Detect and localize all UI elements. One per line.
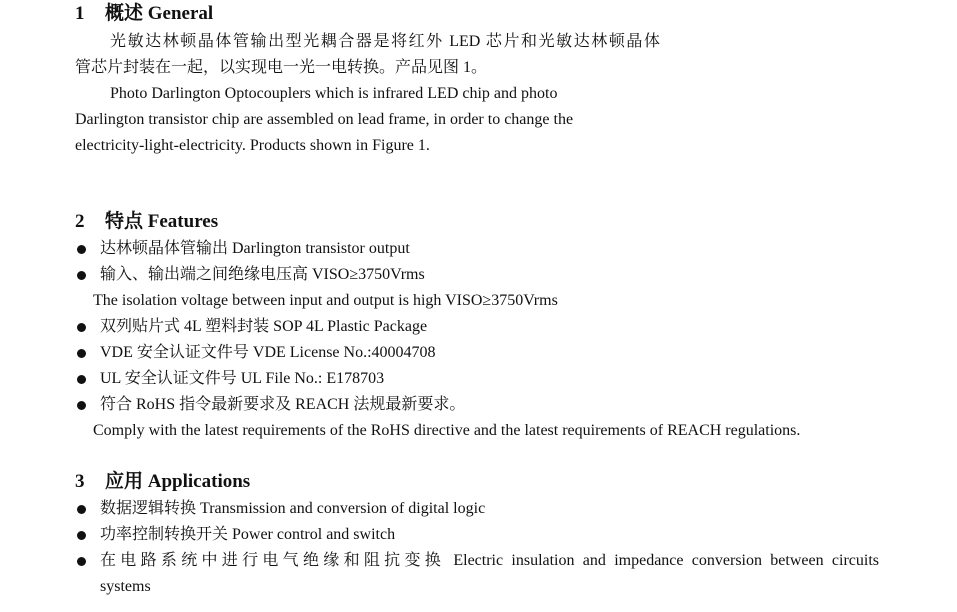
general-en-line-2: Darlington transistor chip are assembled on lead frame, in order to change the	[75, 111, 574, 128]
feature-item-rohs	[77, 395, 465, 415]
section-general-heading	[75, 3, 213, 25]
bullet-icon	[77, 531, 86, 540]
feature-item-darlington	[77, 239, 410, 259]
feature-item-ul	[77, 369, 384, 389]
feature-item-rohs-continuation: Comply with the latest requirements of the RoHS directive and the latest requirements of REACH regulations.	[93, 422, 801, 439]
section-features-heading	[75, 211, 218, 233]
section-title-cn: 特点	[105, 211, 144, 232]
list-item-text: VDE 安全认证文件号 VDE License No.:40004708	[100, 344, 436, 361]
section-title-en: General	[147, 3, 214, 24]
feature-item-package	[77, 317, 427, 337]
feature-item-isolation-continuation: The isolation voltage between input and output is high VISO≥3750Vrms	[93, 292, 558, 309]
list-item-text: 在电路系统中进行电气绝缘和阻抗变换 Electric insulation and impedance conversion between circuits	[100, 552, 879, 569]
section-applications-heading	[75, 471, 250, 493]
feature-item-vde	[77, 343, 436, 363]
list-item-text: UL 安全认证文件号 UL File No.: E178703	[100, 370, 385, 387]
list-item-text: 双列贴片式 4L 塑料封装 SOP 4L Plastic Package	[100, 318, 428, 335]
bullet-icon	[77, 271, 86, 280]
list-item-text: 符合 RoHS 指令最新要求及 REACH 法规最新要求。	[100, 396, 466, 413]
list-item-text: 功率控制转换开关 Power control and switch	[100, 526, 396, 543]
general-en-line-1: Photo Darlington Optocouplers which is infrared LED chip and photo	[110, 85, 558, 102]
section-number: 2	[75, 211, 85, 232]
section-number: 1	[75, 3, 85, 24]
bullet-icon	[77, 245, 86, 254]
bullet-icon	[77, 505, 86, 514]
application-item-insulation	[77, 551, 879, 571]
section-title-en: Applications	[147, 471, 251, 492]
bullet-icon	[77, 401, 86, 410]
feature-item-isolation	[77, 265, 425, 285]
general-cn-line-2: 管芯片封装在一起，以实现电一光一电转换。产品见图 1。	[75, 59, 488, 76]
bullet-icon	[77, 349, 86, 358]
bullet-icon	[77, 323, 86, 332]
bullet-icon	[77, 375, 86, 384]
list-item-text: 数据逻辑转换 Transmission and conversion of digital logic	[100, 500, 486, 517]
list-item-text: 达林顿晶体管输出 Darlington transistor output	[100, 240, 410, 257]
section-title-en: Features	[147, 211, 219, 232]
section-number: 3	[75, 471, 85, 492]
section-title-cn: 应用	[105, 471, 144, 492]
bullet-icon	[77, 557, 86, 566]
list-item-text: 输入、输出端之间绝缘电压高 VISO≥3750Vrms	[100, 266, 425, 283]
section-title-cn: 概述	[105, 3, 144, 24]
application-item-logic	[77, 499, 485, 519]
general-cn-line-1: 光敏达林顿晶体管输出型光耦合器是将红外 LED 芯片和光敏达林顿晶体	[110, 33, 660, 50]
application-item-insulation-continuation: systems	[100, 578, 151, 595]
application-item-power	[77, 525, 395, 545]
general-en-line-3: electricity-light-electricity. Products shown in Figure 1.	[75, 137, 430, 154]
